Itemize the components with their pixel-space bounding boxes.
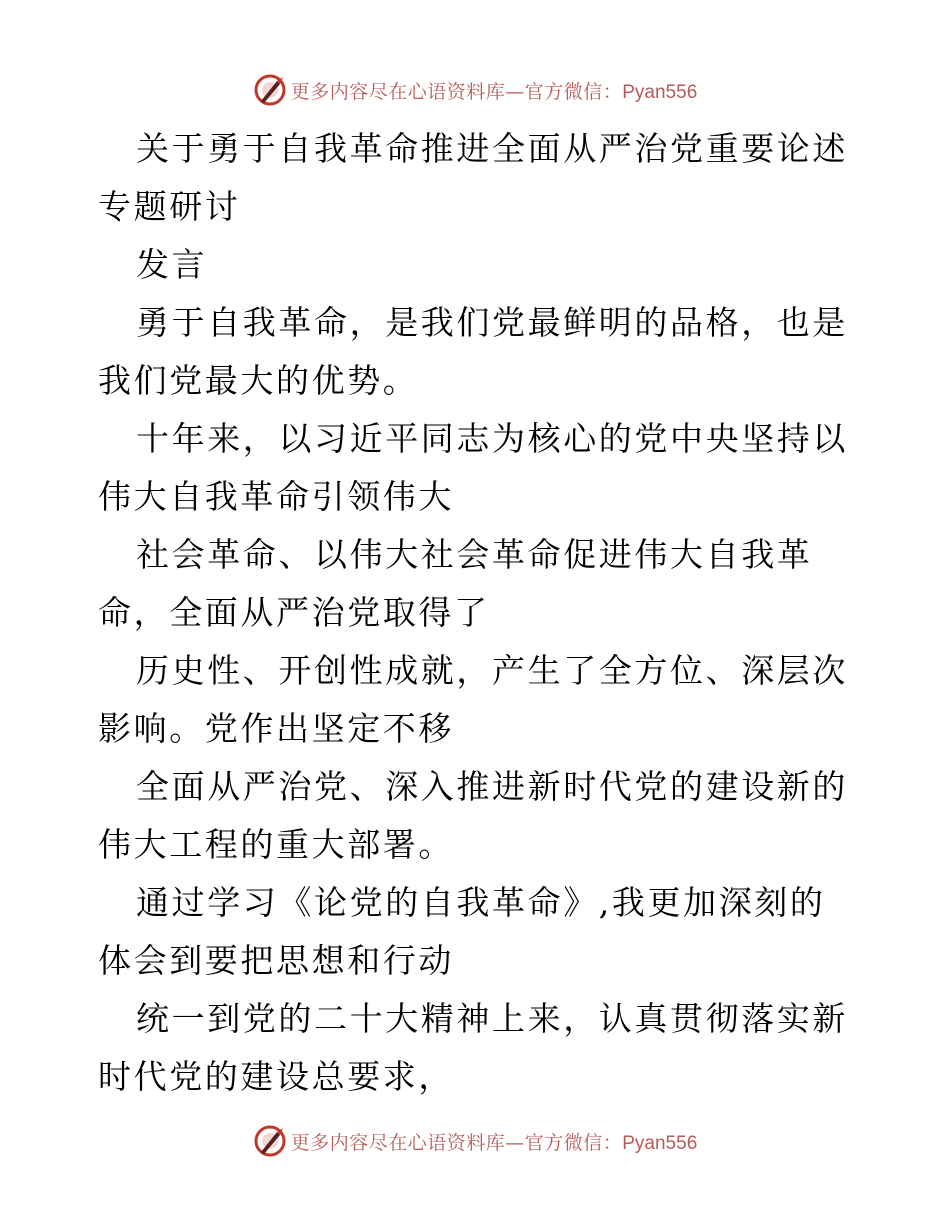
paragraph: 历史性、开创性成就，产生了全方位、深层次影响。党作出坚定不移 <box>98 651 848 748</box>
paragraph: 发言 <box>136 245 208 284</box>
footer-watermark <box>0 1121 950 1161</box>
quill-seal-icon <box>253 1124 287 1158</box>
watermark-text: 更多内容尽在心语资料库—官方微信：Pyan556 <box>290 80 698 103</box>
document-body <box>98 120 858 1106</box>
quill-seal-icon <box>253 73 287 107</box>
paragraph: 全面从严治党、深入推进新时代党的建设新的伟大工程的重大部署。 <box>98 767 848 864</box>
paragraph: 十年来，以习近平同志为核心的党中央坚持以伟大自我革命引领伟大 <box>98 419 848 516</box>
watermark-text: 更多内容尽在心语资料库—官方微信：Pyan556 <box>290 1131 698 1154</box>
paragraph: 统一到党的二十大精神上来，认真贯彻落实新时代党的建设总要求， <box>98 999 848 1096</box>
paragraph: 通过学习《论党的自我革命》,我更加深刻的体会到要把思想和行动 <box>98 883 826 980</box>
paragraph: 社会革命、以伟大社会革命促进伟大自我革命，全面从严治党取得了 <box>98 535 813 632</box>
paragraph: 关于勇于自我革命推进全面从严治党重要论述专题研讨 <box>98 129 848 226</box>
header-watermark <box>0 70 950 110</box>
paragraph: 勇于自我革命，是我们党最鲜明的品格，也是我们党最大的优势。 <box>98 303 848 400</box>
